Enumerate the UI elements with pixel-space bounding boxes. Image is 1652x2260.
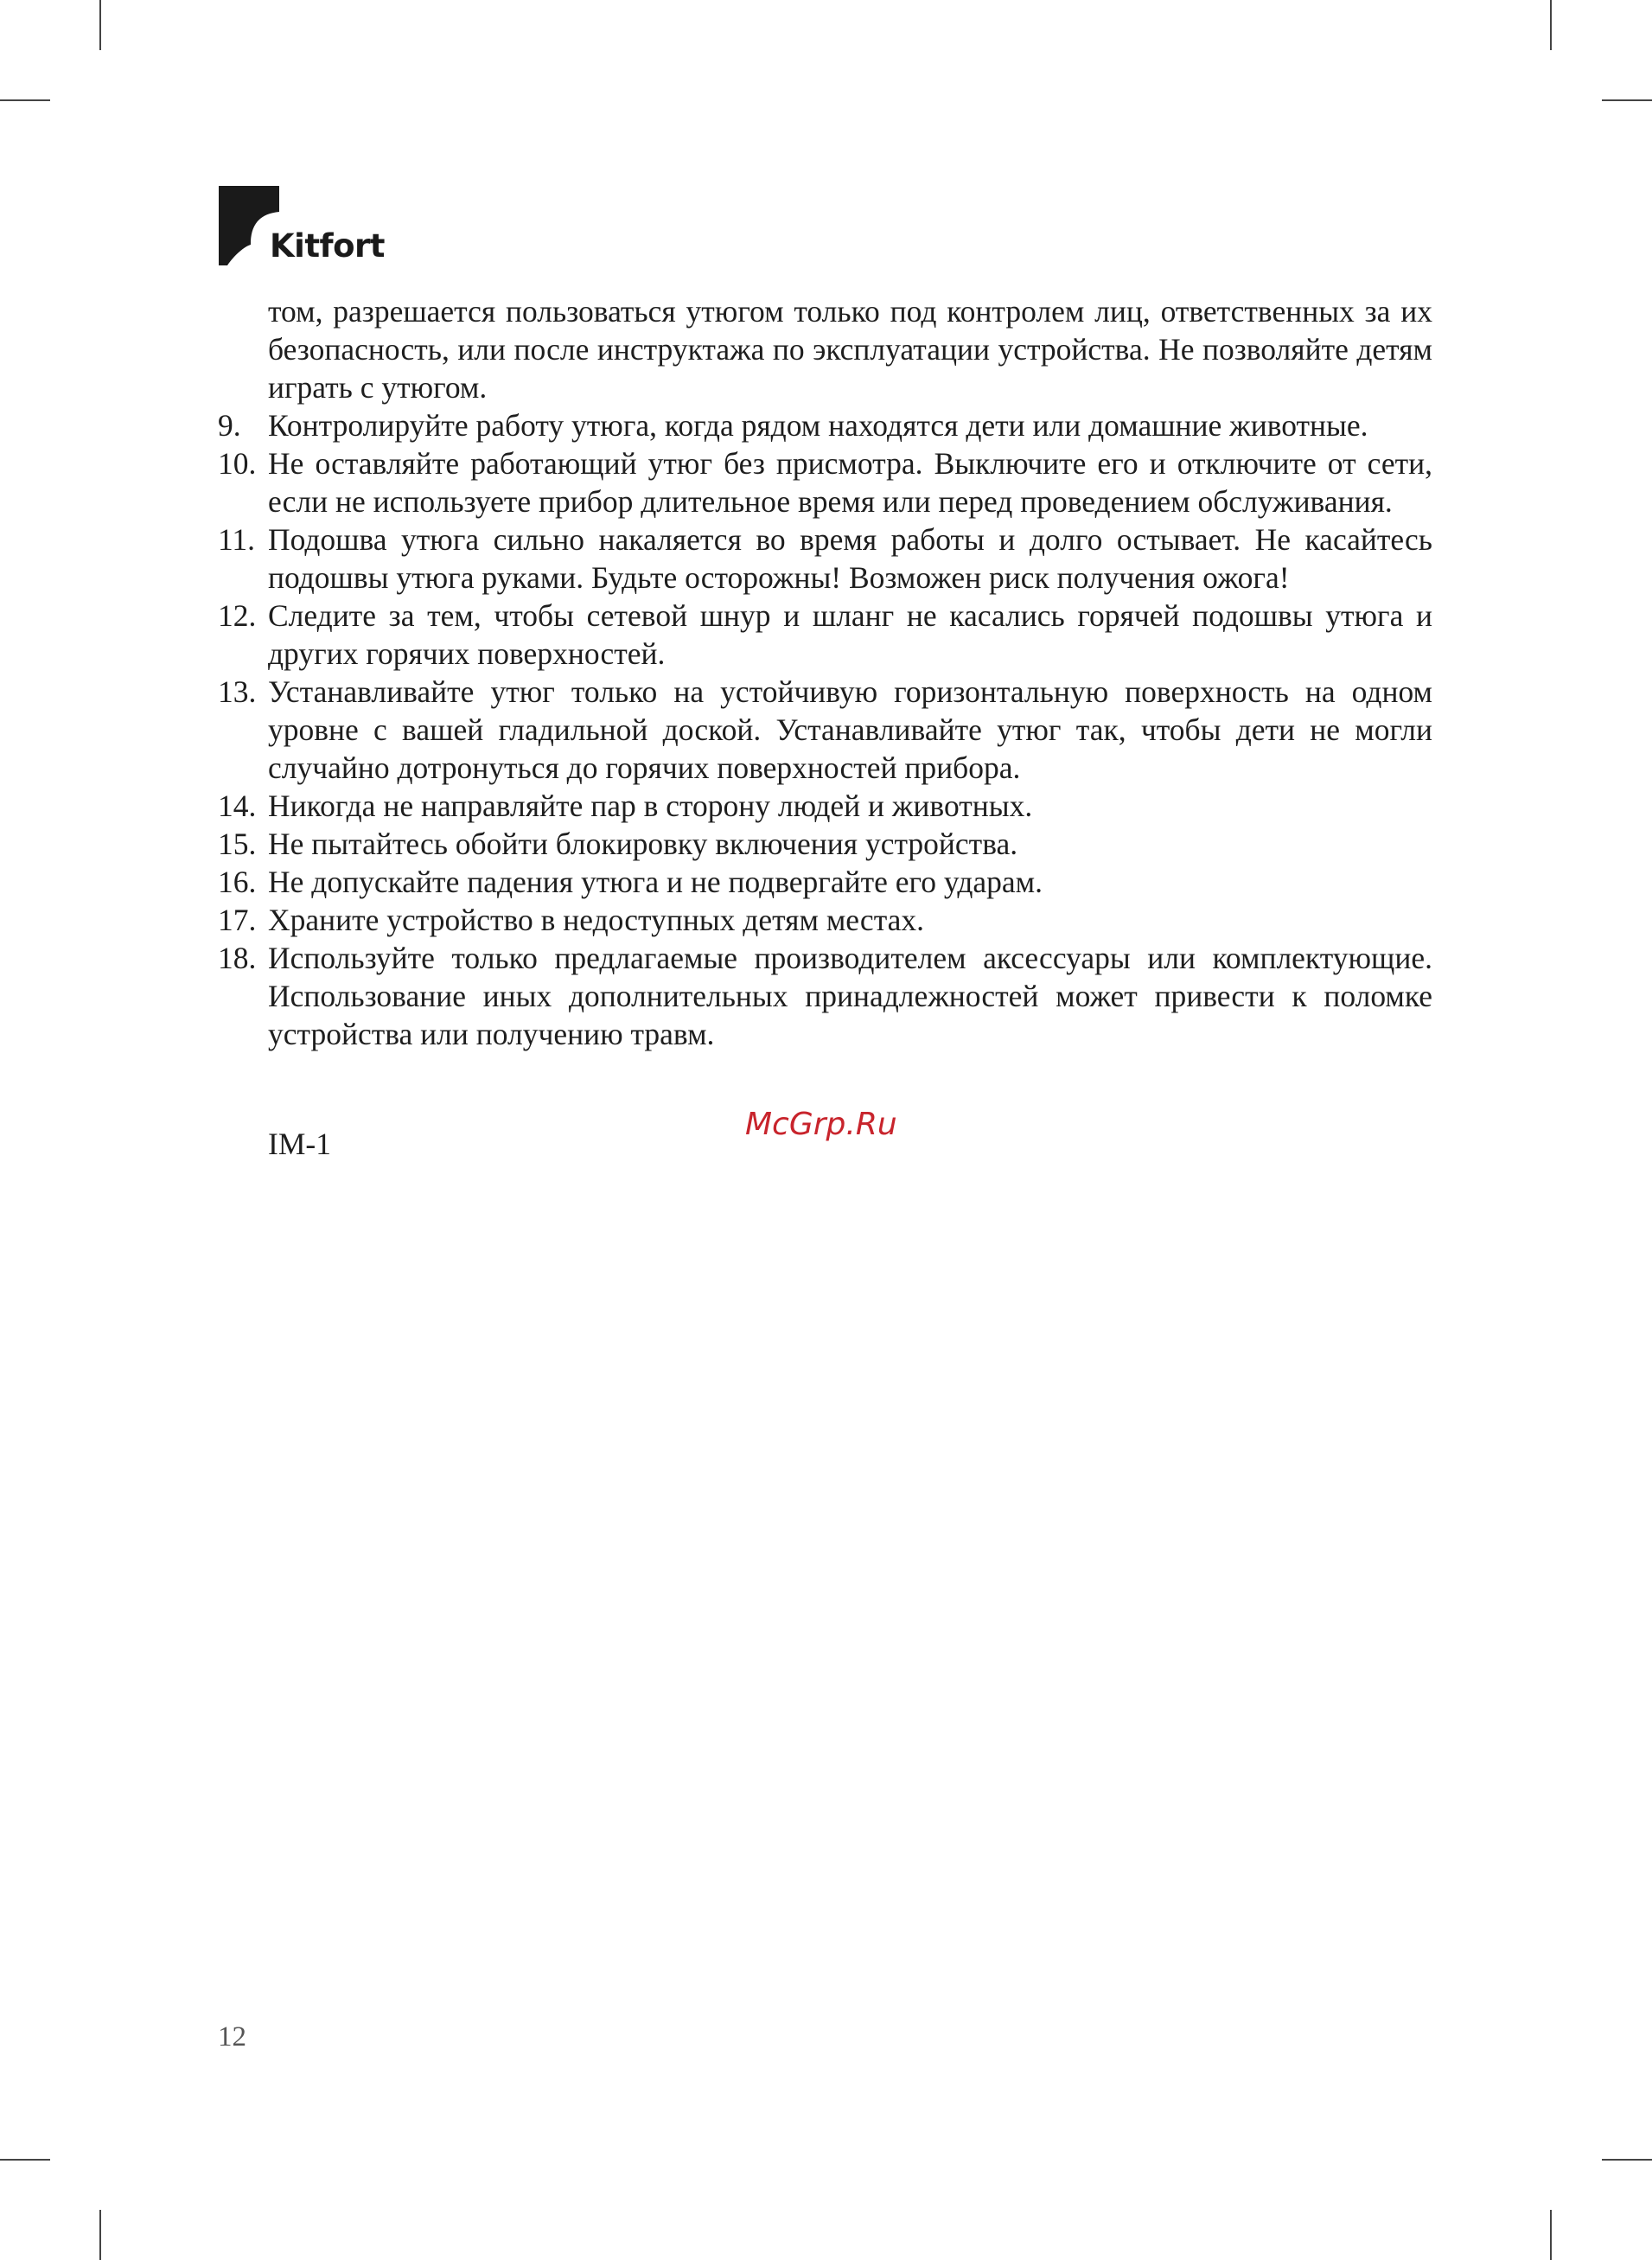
list-item-text: Не пытайтесь обойти блокировку включения устройства. xyxy=(268,827,1018,861)
list-item xyxy=(218,825,1432,863)
list-item xyxy=(218,444,1432,520)
crop-mark-top-right-h xyxy=(1602,99,1652,101)
watermark: McGrp.Ru xyxy=(745,1107,897,1142)
list-item xyxy=(218,939,1432,1053)
list-item-number: 12. xyxy=(218,598,257,633)
intro-paragraph: том, разрешается пользоваться утюгом только под контролем лиц, ответственных за их безопасность, или после инструктажа по эксплуатации устройства. Не позволяйте детям играть с утюгом. xyxy=(268,294,1432,405)
list-item xyxy=(218,597,1432,673)
list-item-number: 14. xyxy=(218,788,257,823)
crop-mark-top-right xyxy=(1550,0,1552,50)
document-body xyxy=(218,292,1432,1163)
list-item-text: Следите за тем, чтобы сетевой шнур и шланг не касались горячей подошвы утюга и других горячих поверхностей. xyxy=(268,598,1432,671)
list-item-number: 16. xyxy=(218,865,257,899)
list-item-text: Контролируйте работу утюга, когда рядом находятся дети или домашние животные. xyxy=(268,408,1368,443)
list-item-number: 9. xyxy=(218,408,241,443)
list-item xyxy=(218,901,1432,939)
brand-name: Kitfort xyxy=(270,227,385,265)
list-item-text: Подошва утюга сильно накаляется во время работы и долго остывает. Не касайтесь подошвы утюга руками. Будьте осторожны! Возможен риск получения ожога! xyxy=(268,522,1432,595)
list-item xyxy=(218,520,1432,597)
list-item-text: Используйте только предлагаемые производителем аксессуары или комплектующие. Использование иных дополнительных принадлежностей может привести к поломке устройства или получению травм. xyxy=(268,941,1432,1051)
model-code: IM-1 xyxy=(268,1127,331,1161)
list-item-text: Не оставляйте работающий утюг без присмотра. Выключите его и отключите от сети, если не используете прибор длительное время или перед проведением обслуживания. xyxy=(268,446,1432,519)
crop-mark-bottom-right-h xyxy=(1602,2159,1652,2161)
crop-mark-top-left xyxy=(99,0,101,50)
list-item xyxy=(218,863,1432,901)
crop-mark-top-left-h xyxy=(0,99,50,101)
list-item xyxy=(218,406,1432,444)
brand-logo xyxy=(219,186,426,272)
list-item xyxy=(218,787,1432,825)
crop-mark-bottom-left-h xyxy=(0,2159,50,2161)
list-item-text: Устанавливайте утюг только на устойчивую горизонтальную поверхность на одном уровне с вашей гладильной доской. Устанавливайте утюг так, чтобы дети не могли случайно дотронуться до горячих поверхностей прибора. xyxy=(268,674,1432,785)
crop-mark-bottom-left xyxy=(99,2210,101,2260)
list-item xyxy=(218,673,1432,787)
list-item-text: Не допускайте падения утюга и не подвергайте его ударам. xyxy=(268,865,1043,899)
crop-mark-bottom-right xyxy=(1550,2210,1552,2260)
list-item-number: 11. xyxy=(218,522,256,557)
list-item-text: Никогда не направляйте пар в сторону людей и животных. xyxy=(268,788,1033,823)
list-item-number: 17. xyxy=(218,903,257,937)
page-number: 12 xyxy=(218,2021,246,2053)
safety-list xyxy=(218,406,1432,1053)
list-item-number: 15. xyxy=(218,827,257,861)
list-item-number: 10. xyxy=(218,446,257,481)
list-item-number: 18. xyxy=(218,941,257,975)
list-item-number: 13. xyxy=(218,674,257,709)
list-item-text: Храните устройство в недоступных детям местах. xyxy=(268,903,925,937)
